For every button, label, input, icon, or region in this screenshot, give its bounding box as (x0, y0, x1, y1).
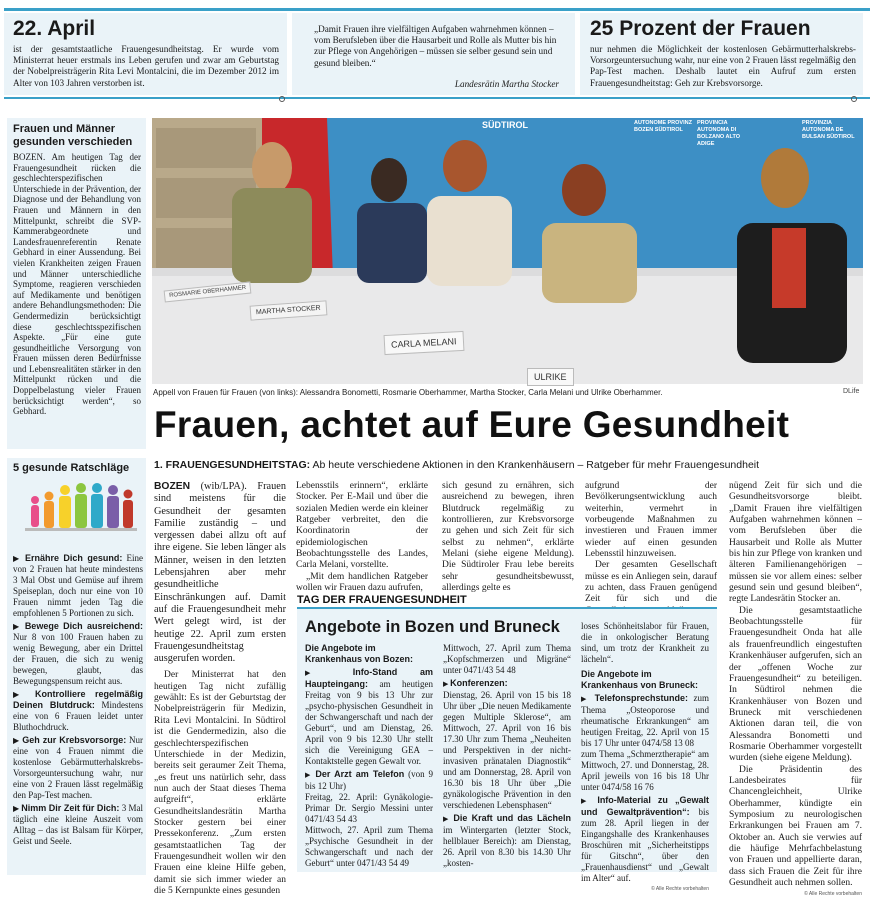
photo-illustration (152, 118, 863, 384)
lead-place: BOZEN (154, 481, 191, 492)
offer-text: loses Schönheitslabor für Frauen, die in onkologischer Beratung sind, um trotz der Krankheit zu lächeln“. (581, 621, 709, 664)
article-column-4 (585, 481, 717, 605)
tip-item: ▶ Ernähre Dich gesund: Eine von 2 Frauen hat heute mindestens 3 Mal Obst und Gemüse auf ihrem Speiseplan, doch nur eine von 10 Frauen nimmt jeden Tag die empfohlenen 5 Portionen zu sich. (13, 553, 144, 618)
banner-title: SÜDTIROL (482, 120, 528, 130)
offer-text: Mittwoch, 27. April zum Thema „Psychische Gesundheit in der Schwangerschaft und nach der Geburt“ unter 0471/43 54 49 (305, 825, 433, 868)
tips-title: 5 gesunde Ratschläge (13, 462, 130, 474)
name-sign-melani: CARLA MELANI (384, 331, 464, 355)
name-sign-bonometti: ROSMARIE OBERHAMMER (164, 281, 252, 302)
subtitle-text: Ab heute verschiedene Aktionen in den Krankenhäusern – Ratgeber für mehr Frauengesundheit (310, 459, 760, 471)
article-paragraph: nügend Zeit für sich und die Gesundheitsvorsorge bleibt. „Damit Frauen ihre vielfältigen Aufgaben wahrnehmen können – vom Berufsleben über die Hausarbeit und Rolle als Mutter bis hin zur Pflege von kranken und älteren Familienangehörigen – müssen sie vor allem eines: selber gesund sein und gesund bleiben“, regte Landesrätin Stocker an. (729, 481, 862, 605)
women-silhouettes-illustration (21, 480, 139, 538)
article-paragraph: Die gesamtstaatliche Beobachtungsstelle für Frauengesundheit Onda hat alle als frauenfreundlich eingestuften Krankenhäuser aufgerufen, sich an der „offenen Woche zur Frauengesundheit“ zu beteiligen. In Südtirol nehmen die Krankenhäuser von Bozen und Bruneck mit verschiedenen Aktionen daran teil, die von Alessandra Bonometti und Rosmarie Oberhammer vorgestellt wurden (siehe eigene Meldung). (729, 605, 862, 764)
april-title: 22. April (13, 17, 96, 40)
end-mark-icon (279, 96, 285, 102)
name-sign-stocker: MARTHA STOCKER (250, 300, 328, 320)
banner-sub-3: PROVINZIA AUTONOMA DE BULSAN SÜDTIROL (802, 120, 855, 140)
quote-author: Landesrätin Martha Stocker (454, 79, 559, 89)
offers-section-label: TAG DER FRAUENGESUNDHEIT (297, 594, 467, 606)
offer-text: Dienstag, 26. April von 15 bis 18 Uhr über „Die neuen Medikamente gegen Multiple Sklerose“, am Mittwoch, 27. April von 16 bis 17.30 Uhr zum Thema „Neuheiten und Perspektiven in der nicht-invasiven pränatalen Diagnostik“ und am Donnerstag, 28. April von 16.30 bis 18 Uhr über „Die gynäkologische Prävention in den verschiedenen Lebensphasen“ (443, 690, 571, 810)
banner-sub-2: PROVINCIA AUTONOMA DI BOLZANO ALTO ADIGE (697, 120, 740, 147)
top-boxes-rule (4, 97, 870, 99)
subtitle-kicker: 1. FRAUENGESUNDHEITSTAG: (154, 459, 311, 471)
offer-text: Freitag, 22. April: Gynäkologie-Primar Dr. Sergio Messini unter 0471/43 54 43 (305, 792, 433, 824)
percent-title: 25 Prozent der Frauen (590, 17, 811, 40)
end-mark-icon (851, 96, 857, 102)
photo-caption: Appell von Frauen für Frauen (von links): Alessandra Bonometti, Rosmarie Oberhammer, Martha Stocker, Carla Melani und Ulrike Oberhammer. (153, 388, 663, 397)
headline: Frauen, achtet auf Eure Gesundheit (154, 404, 790, 445)
offers-column-1 (305, 643, 433, 869)
april-info-box (4, 13, 287, 95)
offers-heading: Die Angebote im Krankenhaus von Bruneck: (581, 669, 699, 690)
name-sign-ulrike: ULRIKE (527, 368, 574, 386)
tip-item: ▶ Bewege Dich ausreichend: Nur 8 von 100 Frauen haben zu wenig Bewegung, aber ein Drittel der Frauen, die sich zu wenig bewegen, glaubt, das Bewegungspensum reicht aus. (13, 621, 143, 686)
men-women-sidebar (7, 118, 146, 449)
article-column-5 (729, 481, 862, 901)
subtitle (154, 458, 759, 472)
offers-title: Angebote in Bozen und Bruneck (305, 618, 560, 636)
men-women-title: Frauen und Männer gesunden verschieden (13, 123, 133, 148)
article-paragraph: Der gesamten Gesellschaft müsse es ein Anliegen sein, darauf zu achten, dass Frauen genügend Zeit für sich und die (585, 560, 717, 605)
article-paragraph: Der Ministerrat hat den heutigen Tag nicht zufällig gewählt: Es ist der Geburtstag der Nobelpreisträgerin für Medizin, Rita Levi Montalcini. In Südtirol ist die Gendermedizin, also die geschlechterspezifischen Unterschiede in der Medizin, bereits seit geraumer Zeit Thema, „es freut uns natürlich sehr, dass nun auch der Staat dieses Thema aufgreift“, erklärte Gesundheitslandesrätin Martha Stocker gestern bei einer Pressekonferenz. „Zum ersten gesamtstaatlichen Tag der Frauengesundheit wollen wir den Frauen eine kleine Hilfe geben, damit sie sich immer wieder an die 5 Kernpunkte eines gesunden (154, 670, 286, 896)
quote-text: „Damit Frauen ihre vielfältigen Aufgaben wahrnehmen können – vom Berufsleben über die Hausarbeit und Rolle als Mutter bis hin zur Pflege von Angehörigen – müssen sie selber gesund sein und gesund bleiben.“ (314, 24, 557, 68)
april-text: ist der gesamtstaatliche Frauengesundheitstag. Er wurde vom Ministerrat heuer erstmals ins Leben gerufen und zwar am Geburtstag der Nobelpreisträgerin Rita Levi Montalcini, die im Dezember 2012 im Alter von 103 Jahren verstorben ist. (13, 44, 279, 88)
article-paragraph: sich gesund zu ernähren, sich ausreichend zu bewegen, ihren Blutdruck regelmäßig zu kontrollieren, zur Krebsvorsorge zu gehen und sich Zeit für sich selbst zu nehmen“, erklärte Melani (siehe eigene Meldung). Die Südtiroler Frau lebe bereits sehr gesundheitsbewusst, allerdings gelte es (442, 481, 574, 594)
tip-item: ▶ Geh zur Krebsvorsorge: Nur eine von 4 Frauen nimmt die kostenlose Gebärmutterhalskrebs-Vorsorgeuntersuchung wahr, nur eine von 2 Frauen lässt regelmäßig den Pap-Test machen. (13, 735, 144, 800)
offer-text: Mittwoch, 27. April zum Thema „Kopfschmerzen und Migräne“ unter 0471/43 54 48 (443, 643, 571, 675)
quote-box (292, 13, 575, 95)
offer-text: zum Thema „Schmerztherapie“ am Mittwoch, 27. und Donnerstag, 28. April jeweils von 16 bis 18 Uhr unter 0474/58 16 76 (581, 749, 709, 792)
banner-sub-1: AUTONOME PROVINZ BOZEN SÜDTIROL (634, 120, 692, 133)
tip-item: ▶ Kontrolliere regelmäßig Deinen Blutdruck: Mindestens eine von 6 Frauen leidet unter Bluthochdruck. (13, 689, 143, 732)
article-column-2 (296, 481, 428, 594)
article-column-3 (442, 481, 574, 594)
offer-item: ▶ Der Arzt am Telefon (von 9 bis 12 Uhr) (305, 769, 434, 791)
offer-item: ▶ Telefonsprechstunde: zum Thema „Osteoporose und rheumatische Erkrankungen“ am heutigen Freitag, 22. April von 15 bis 17 Uhr unter 0474/58 13 08 (581, 693, 709, 748)
rights-note: © Alle Rechte vorbehalten (804, 891, 862, 898)
offer-item: ▶ Konferenzen: (443, 678, 508, 688)
offers-rights: © Alle Rechte vorbehalten (651, 886, 709, 892)
press-conference-photo (152, 118, 863, 384)
lead-paragraph: BOZEN (wib/LPA). Frauen sind meistens für die Gesundheit der gesamten Familie zuständig – und vergessen dabei allzu oft auf ihre eigene. Sie leben länger als Männer, weisen in den letzten Lebensjahren aber mehr gesundheitliche Einschränkungen auf. Damit auf die Frauengesundheit mehr Wert gelegt wird, ist der heutige 22. April zum ersten Frauengesundheitstag ausgerufen worden. (154, 481, 286, 665)
men-women-text: BOZEN. Am heutigen Tag der Frauengesundheit rücken die geschlechterspezifischen Unterschiede in der Prävention, der Diagnose und der Behandlung von Frauen und Männern in den Mittelpunkt, schreibt die SVP-Kammerabgeordnete und Landesfrauenreferentin Renate Gebhard in einer Aussendung. Bei vielen Krankheiten zeigen Frauen und Männer unterschiedliche Symptome, reagieren verschieden auf Medikamente und benötigen andere Behandlungsmethoden: Die Gendermedizin berücksichtigt diese geschlechtsspezifischen Aspekte. „Für eine gute gesundheitliche Versorgung von Frauen müssen deren Bedürfnisse und Lebensrealitäten stärker in den Mittelpunkt rücken und die Doppelbelastung vieler Frauen berücksichtigt werden“, so Gebhard. (13, 152, 141, 417)
offer-item: ▶ Info-Material zu „Gewalt und Gewaltprävention“: bis zum 28. April liegen in der Eingangshalle des Krankenhauses Broschüren mit „Sicherheitstipps für Gitschn“, über den „Frauenhausdienst“ und „Gewalt im Alter“ auf. (581, 795, 709, 883)
article-paragraph: „Mit dem handlichen Ratgeber wollen wir Frauen dazu aufrufen, (296, 571, 428, 594)
photo-credit: DLife (843, 388, 860, 395)
offer-item: ▶ Info-Stand am Haupteingang: am heutigen Freitag von 9 bis 13 Uhr zur „psycho-physischen Gesundheit in der Schwangerschaft und nach der Geburt“, und am Dienstag, 26. April von 9 bis 12.30 Uhr stellt sich die Vereinigung GEA – Kontaktstelle gegen Gewalt vor. (305, 667, 434, 766)
tip-item: ▶ Nimm Dir Zeit für Dich: 3 Mal täglich eine kleine Auszeit vom Alltag – das ist Balsam für Körper, Geist und Seele. (13, 803, 143, 846)
article-paragraph: aufgrund der Bevölkerungsentwicklung auch weiterhin, vermehrt in vorbeugende Maßnahmen zu investieren und Frauen immer wieder auf einen gesunden Lebensstil hinzuweisen. (585, 481, 717, 560)
article-paragraph: Lebensstils erinnern“, erklärte Stocker. Per E-Mail und über die sozialen Medien werde ein kleiner Ratgeber verbreitet, den die Koordinatorin der epidemiologischen Beobachtungsstelle des Landes, Carla Melani, vorstellte. (296, 481, 428, 571)
percent-text: nur nehmen die Möglichkeit der kostenlosen Gebärmutterhalskrebs-Vorsorgeuntersuchung wahr, nur eine von 2 Frauen lässt regelmäßig den Pap-Test machen. Deshalb lautet ein Aufruf zum ersten Frauengesundheitstag: Geh zur Krebsvorsorge. (590, 44, 856, 88)
offers-column-3 (581, 621, 709, 895)
top-rule (4, 8, 870, 11)
tips-sidebar (7, 458, 146, 875)
offers-column-2 (443, 643, 571, 869)
tips-list (13, 553, 143, 847)
percent-info-box (580, 13, 863, 95)
offers-box (297, 607, 717, 892)
article-paragraph: Die Präsidentin des Landesbeirates für Chancengleichheit, Ulrike Oberhammer, kündigte ein Symposium zu neurologischen Erkrankungen bei Frauen am 7. Oktober an. Auch sie verwies auf die häufige Mehrfachbelastung von Frauen und appellierte daran, dass sich Frauen die Zeit für ihre Gesundheit auch nehmen sollen. (729, 764, 862, 889)
article-column-1 (154, 481, 286, 897)
offers-heading: Die Angebote im Krankenhaus von Bozen: (305, 643, 414, 664)
offer-item: ▶ Die Kraft und das Lächeln im Wintergarten (letzter Stock, hellblauer Bereich): am Dienstag, 26. April von 8.30 bis 14.30 Uhr „kosten- (443, 813, 571, 868)
